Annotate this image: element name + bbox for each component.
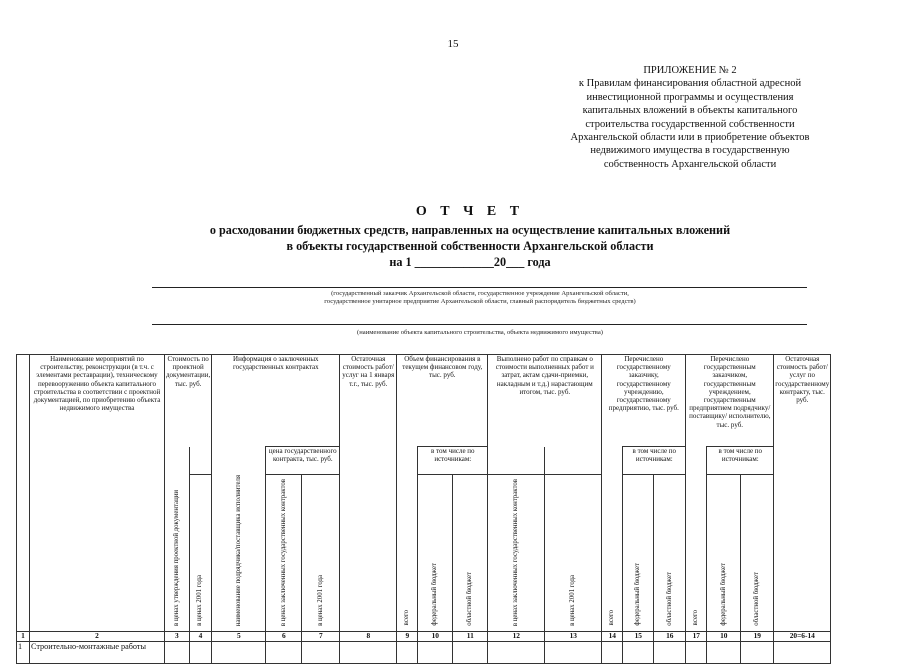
column-number: 15 — [623, 631, 654, 641]
header-contracts: Информация о заключенных государственных контрактах — [212, 355, 340, 447]
appendix-line: собственность Архангельской области — [603, 158, 777, 170]
column-number: 2 — [30, 631, 165, 641]
header-contractor-sources: в том числе по источникам: — [707, 447, 774, 475]
column-number: 9 — [397, 631, 418, 641]
appendix-line: к Правилам финансирования областной адресной — [578, 78, 802, 90]
table-cell — [488, 641, 545, 663]
header-completed-works: Выполнено работ по справкам о стоимости выполненных работ и затрат, актам сдачи-приемки, накладным и т.д.) нарастающим итогом, тыс. руб. — [488, 355, 602, 447]
subheader-vertical: в ценах 2001 года — [316, 574, 324, 626]
header-contract-price: цена государственного контракта, тыс. руб. — [266, 447, 340, 475]
table-cell — [741, 641, 774, 663]
column-number: 11 — [453, 631, 488, 641]
column-number: 14 — [602, 631, 623, 641]
report-table — [16, 354, 831, 664]
header-col1 — [17, 355, 30, 447]
table-row-number: 1 — [17, 641, 30, 663]
page-number: 15 — [447, 38, 459, 50]
header-measures: Наименование мероприятий по строительству, реконструкции (в т.ч. с элементами реставрации), техническому перевооружению объекта капитального строительства в соответствии с проектной документацией, по приобретению объекта недвижимого имущества — [30, 355, 165, 447]
table-cell — [774, 641, 831, 663]
table-cell — [266, 641, 302, 663]
column-number: 4 — [189, 631, 212, 641]
table-row-name: Строительно-монтажные работы — [30, 641, 165, 663]
column-number: 20=6-14 — [774, 631, 831, 641]
customer-fill-line — [152, 287, 807, 288]
table-cell — [418, 641, 453, 663]
column-number: 13 — [545, 631, 602, 641]
appendix-line: Архангельской области или в приобретение объектов — [570, 132, 810, 144]
column-number: 3 — [165, 631, 190, 641]
subheader-vertical: в ценах заключенных государственных контрактов — [512, 478, 520, 626]
column-number: 10 — [418, 631, 453, 641]
customer-caption — [150, 290, 810, 307]
subheader-vertical: областной бюджет — [665, 572, 673, 626]
subheader-vertical: в ценах заключенных государственных контрактов — [279, 478, 287, 626]
appendix-line: строительства государственной собственности — [585, 118, 795, 130]
header-transferred-to-contractor: Перечислено государственным заказчиком, государственным учреждением, государственным предприятием подрядчику/ поставщику/ исполнителю, тыс. руб. — [686, 355, 774, 447]
subheader-vertical: федеральный бюджет — [719, 563, 727, 626]
subheader-vertical: областной бюджет — [753, 572, 761, 626]
subheader-vertical: в ценах 2001 года — [196, 574, 204, 626]
report-subtitle-line: в объекты государственной собственности Архангельской области — [286, 239, 654, 253]
header-project-cost: Стоимость по проектной документации, тыс. руб. — [165, 355, 212, 447]
subheader-vertical: федеральный бюджет — [431, 563, 439, 626]
column-number: 8 — [340, 631, 397, 641]
column-number: 6 — [266, 631, 302, 641]
table-cell — [165, 641, 190, 663]
appendix-line: инвестиционной программы и осуществления — [586, 91, 794, 103]
table-cell — [707, 641, 741, 663]
table-cell — [212, 641, 266, 663]
column-number: 12 — [488, 631, 545, 641]
subheader-vertical: в ценах утверждения проектной документации — [172, 489, 180, 626]
header-residual-start: Остаточная стоимость работ/услуг на 1 января т.г., тыс. руб. — [340, 355, 397, 447]
header-financing: Объем финансирования в текущем финансовом году, тыс. руб. — [397, 355, 488, 447]
customer-caption-line: (государственный заказчик Архангельской области, государственное учреждение Архангельской области, — [331, 290, 629, 297]
report-date-line: на 1 _____________20___ года — [389, 255, 551, 269]
appendix-line: недвижимого имущества в государственную — [590, 145, 790, 157]
report-subtitle-line: о расходовании бюджетных средств, направленных на осуществление капитальных вложений — [209, 223, 731, 237]
customer-caption-line: государственное унитарное предприятие Архангельской области, главный распорядитель бюджетных средств) — [324, 298, 636, 306]
column-number: 16 — [654, 631, 686, 641]
table-cell — [623, 641, 654, 663]
header-transferred-to-customer: Перечислено государственному заказчику, государственному учреждению, государственному предприятию, тыс. руб. — [602, 355, 686, 447]
table-cell — [189, 641, 212, 663]
table-cell — [654, 641, 686, 663]
table-cell — [453, 641, 488, 663]
report-title — [120, 204, 820, 270]
table-cell — [397, 641, 418, 663]
column-number: 19 — [741, 631, 774, 641]
column-number: 1 — [17, 631, 30, 641]
table-cell — [602, 641, 623, 663]
column-number: 5 — [212, 631, 266, 641]
header-customer-sources: в том числе по источникам: — [623, 447, 686, 475]
object-caption: (наименование объекта капитального строительства, объекта недвижимого имущества) — [357, 329, 603, 336]
subheader-vertical: всего — [608, 610, 616, 626]
subheader-vertical: областной бюджет — [466, 572, 474, 626]
table-cell — [340, 641, 397, 663]
subheader-vertical: всего — [403, 610, 411, 626]
object-fill-line — [152, 324, 807, 325]
table-cell — [545, 641, 602, 663]
column-number: 10 — [707, 631, 741, 641]
header-financing-sources: в том числе по источникам: — [418, 447, 488, 475]
appendix-block — [520, 64, 860, 171]
header-residual-contract: Остаточная стоимость работ/услуг по государственному контракту, тыс. руб. — [774, 355, 831, 447]
report-heading: О Т Ч Е Т — [415, 204, 525, 219]
column-number: 7 — [302, 631, 340, 641]
table-cell — [302, 641, 340, 663]
column-number: 17 — [686, 631, 707, 641]
table-cell — [686, 641, 707, 663]
subheader-vertical: наименование подрядчика/поставщика исполнителя — [234, 474, 242, 626]
subheader-vertical: в ценах 2001 года — [569, 574, 577, 626]
appendix-heading: ПРИЛОЖЕНИЕ № 2 — [643, 65, 737, 76]
appendix-line: капитальных вложений в объекты капитального — [582, 105, 798, 117]
subheader-vertical: федеральный бюджет — [634, 563, 642, 626]
subheader-vertical: всего — [692, 610, 700, 626]
